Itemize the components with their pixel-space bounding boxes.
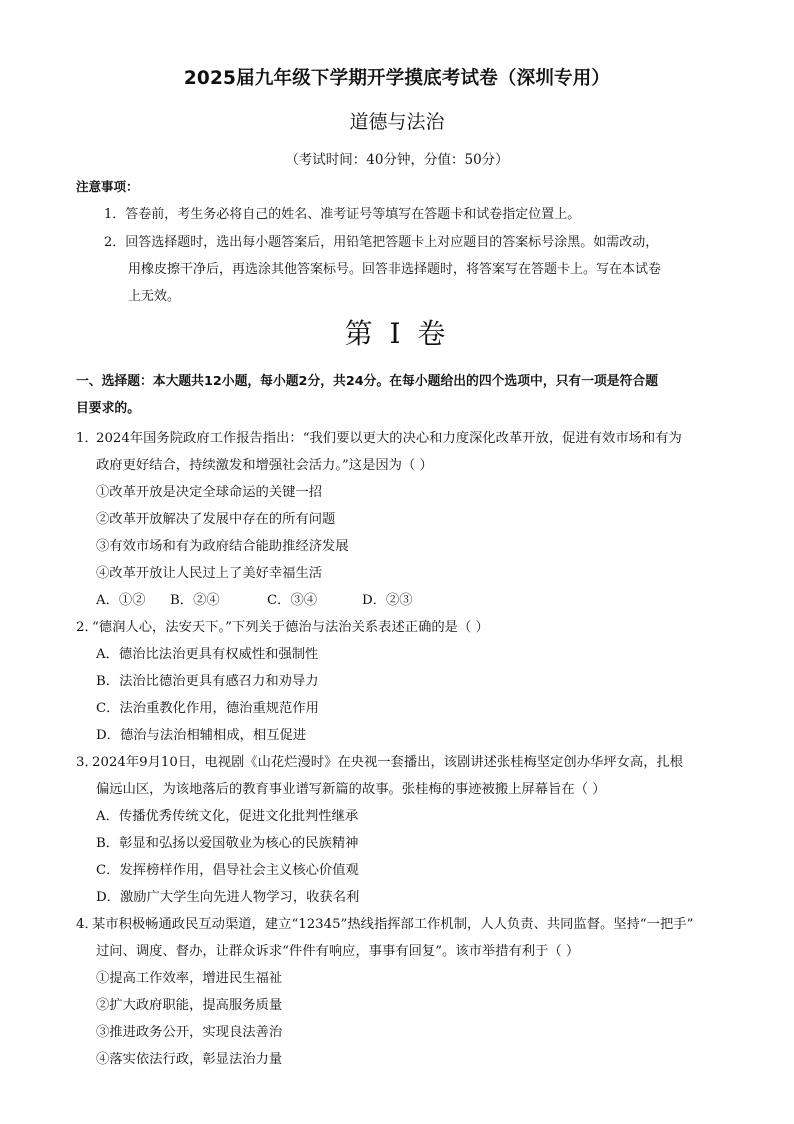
- question-stem: 偏远山区，为该地落后的教育事业谱写新篇的故事。张桂梅的事迹被搬上屏幕旨在（ ）: [96, 782, 606, 797]
- exam-info: （考试时间：40分钟，分值：50分）: [285, 152, 509, 168]
- volume-heading: 第 I 卷: [344, 317, 450, 350]
- exam-title: 2025届九年级下学期开学摸底考试卷（深圳专用）: [183, 68, 611, 89]
- answer-option-d: D．②③: [362, 593, 413, 608]
- statement-item: ③推进政务公开，实现良法善治: [96, 1025, 283, 1040]
- answer-option-c: C．发挥榜样作用，倡导社会主义核心价值观: [96, 863, 359, 878]
- question-stem: 2024年9月10日，电视剧《山花烂漫时》在央视一套播出，该剧讲述张桂梅坚定创办华坪女高，扎根: [92, 755, 684, 770]
- answer-option-b: B．彰显和弘扬以爱国敬业为核心的民族精神: [96, 836, 359, 851]
- statement-item: ②改革开放解决了发展中存在的所有问题: [96, 512, 336, 527]
- notice-item-1: 1．答卷前，考生务必将自己的姓名、准考证号等填写在答题卡和试卷指定位置上。: [104, 207, 581, 222]
- subject-title: 道德与法治: [349, 111, 445, 133]
- answer-option-c: C．法治重教化作用，德治重规范作用: [96, 701, 319, 716]
- answer-option-d: D．激励广大学生向先进人物学习，收获名利: [96, 890, 360, 905]
- statement-item: ④改革开放让人民过上了美好幸福生活: [96, 566, 323, 581]
- notice-item-2-line-2: 用橡皮擦干净后，再选涂其他答案标号。回答非选择题时，将答案写在答题卡上。写在本试卷: [128, 262, 662, 277]
- question-stem: 某市积极畅通政民互动渠道，建立“12345”热线指挥部工作机制，人人负责、共同监督。坚持“一把手”: [92, 917, 694, 932]
- section-heading-line-1: 一、选择题：本大题共12小题，每小题2分，共24分。在每小题给出的四个选项中，只有一项是符合题: [76, 374, 658, 389]
- section-heading-line-2: 目要求的。: [76, 401, 140, 416]
- statement-item: ③有效市场和有为政府结合能助推经济发展: [96, 539, 349, 554]
- answer-option-d: D．德治与法治相辅相成，相互促进: [96, 728, 307, 743]
- notice-item-2-line-1: 2．回答选择题时，选出每小题答案后，用铅笔把答题卡上对应题目的答案标号涂黑。如需改动，: [104, 235, 659, 250]
- notice-item-2-line-3: 上无效。: [128, 289, 181, 304]
- question-stem: 2024年国务院政府工作报告指出：“我们要以更大的决心和力度深化改革开放，促进有效市场和有为: [96, 431, 682, 446]
- answer-option-b: B．法治比德治更具有感召力和劝导力: [96, 674, 319, 689]
- question-stem: 过问、调度、督办，让群众诉求“件件有响应，事事有回复”。该市举措有利于（ ）: [96, 944, 580, 959]
- answer-option-a: A．传播优秀传统文化，促进文化批判性继承: [96, 809, 359, 824]
- answer-option-a: A．①②: [96, 593, 146, 608]
- answer-option-b: B．②④: [170, 593, 220, 608]
- statement-item: ①提高工作效率，增进民生福祉: [96, 971, 283, 986]
- question-number: 4．: [76, 917, 98, 932]
- question-number: 3．: [76, 755, 98, 770]
- question-number: 2．: [76, 620, 98, 635]
- statement-item: ④落实依法行政，彰显法治力量: [96, 1052, 283, 1067]
- notice-heading: 注意事项：: [76, 179, 139, 194]
- question-stem: “德润人心，法安天下。”下列关于德治与法治关系表述正确的是（ ）: [92, 620, 489, 635]
- question-number: 1．: [76, 431, 98, 446]
- answer-option-a: A．德治比法治更具有权威性和强制性: [96, 647, 319, 662]
- statement-item: ①改革开放是决定全球命运的关键一招: [96, 485, 323, 500]
- question-stem: 政府更好结合，持续激发和增强社会活力。”这是因为（ ）: [96, 458, 433, 473]
- statement-item: ②扩大政府职能，提高服务质量: [96, 998, 283, 1013]
- answer-option-c: C．③④: [267, 593, 318, 608]
